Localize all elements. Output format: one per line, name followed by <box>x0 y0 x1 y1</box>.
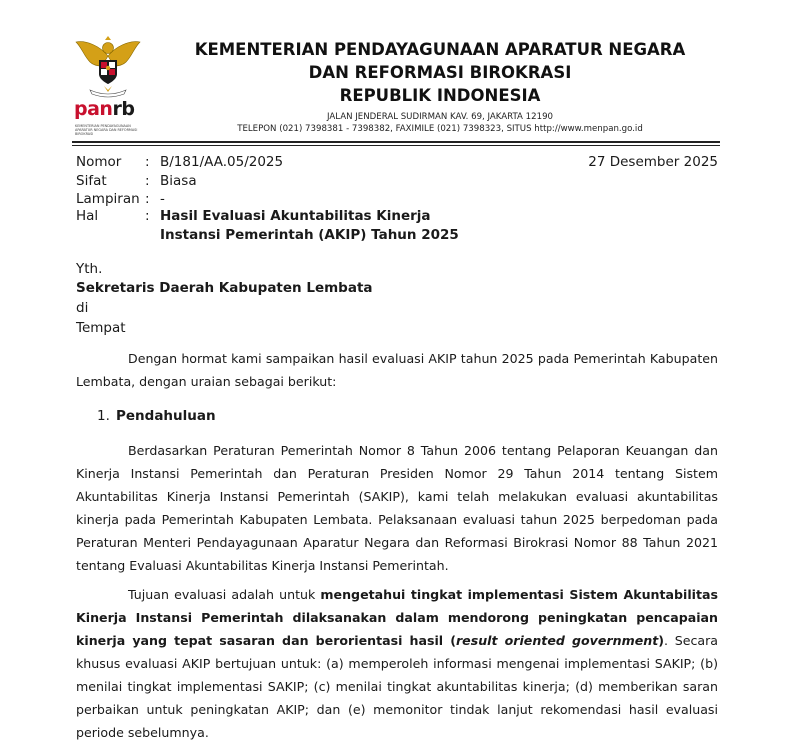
separator: : <box>145 173 150 189</box>
panrb-logo-text: panrb <box>74 98 135 120</box>
paragraph-1-line: Berdasarkan Peraturan Pemerintah Nomor 8 Tahun 2006 tentang Pelaporan Keuangan dan <box>128 443 718 458</box>
paragraph-2-line: menilai tingkat implementasi SAKIP; (c) menilai tingkat akuntabilitas kinerja; (d) memberikan saran <box>76 679 718 694</box>
bold-text: mengetahui tingkat implementasi Sistem Akuntabilitas <box>320 587 718 602</box>
paragraph-1-line: Kinerja Instansi Pemerintah dan Peraturan Presiden Nomor 29 Tahun 2014 tentang Sistem <box>76 466 718 481</box>
hal-value-line-2: Instansi Pemerintah (AKIP) Tahun 2025 <box>160 227 459 243</box>
intro-line-2: Lembata, dengan uraian sebagai berikut: <box>76 374 337 389</box>
paragraph-2-line <box>76 612 718 625</box>
hal-value-line-1: Hasil Evaluasi Akuntabilitas Kinerja <box>160 208 431 224</box>
letterhead-divider-thin <box>72 145 720 146</box>
lampiran-label: Lampiran <box>76 191 140 207</box>
ministry-name-line-1: KEMENTERIAN PENDAYAGUNAAN APARATUR NEGARA <box>194 40 686 59</box>
office-contact: TELEPON (021) 7398381 - 7398382, FAXIMILE (021) 7398323, SITUS http://www.menpan.go.id <box>237 124 643 134</box>
paragraph-1-line: Akuntabilitas Kinerja Instansi Pemerintah (SAKIP), kami telah melakukan evaluasi akuntabilitas <box>76 489 718 504</box>
plain-text: . Secara <box>664 633 718 648</box>
sifat-label: Sifat <box>76 173 107 189</box>
separator: : <box>145 154 150 170</box>
separator: : <box>145 208 150 224</box>
garuda-emblem-icon <box>72 36 144 136</box>
recipient-di: di <box>76 300 89 316</box>
paragraph-2-line <box>76 635 718 648</box>
recipient-name: Sekretaris Daerah Kabupaten Lembata <box>76 280 373 296</box>
paragraph-2-line <box>128 589 718 602</box>
bold-text: ) <box>658 633 664 648</box>
paragraph-2-line: perbaikan untuk peningkatan AKIP; dan (e) memonitor tindak lanjut rekomendasi hasil evaluasi <box>76 702 718 717</box>
nomor-value: B/181/AA.05/2025 <box>160 154 284 170</box>
paragraph-2-line: periode sebelumnya. <box>76 725 209 740</box>
section-number: 1. <box>97 408 110 424</box>
paragraph-1-line: Peraturan Menteri Pendayagunaan Aparatur Negara dan Reformasi Birokrasi Nomor 88 Tahun 2021 <box>76 535 718 550</box>
sifat-value: Biasa <box>160 173 197 189</box>
paragraph-1-line: tentang Evaluasi Akuntabilitas Kinerja Instansi Pemerintah. <box>76 558 449 573</box>
paragraph-1-line: kinerja pada Pemerintah Kabupaten Lembata. Pelaksanaan evaluasi tahun 2025 berpedoman pada <box>76 512 718 527</box>
letterhead-divider-thick <box>72 141 720 143</box>
paragraph-2-line: khusus evaluasi AKIP bertujuan untuk: (a) memperoleh informasi mengenai implementasi SAKIP; (b) <box>76 656 718 671</box>
office-address: JALAN JENDERAL SUDIRMAN KAV. 69, JAKARTA 12190 <box>326 112 553 122</box>
section-title: Pendahuluan <box>116 408 216 424</box>
bold-text: Kinerja Instansi Pemerintah dilaksanakan dalam mendorong peningkatan pencapaian <box>76 610 718 625</box>
logo-subtext: KEMENTERIAN PENDAYAGUNAAN APARATUR NEGARA DAN REFORMASI BIROKRASI <box>75 124 138 136</box>
separator: : <box>145 191 150 207</box>
hal-label: Hal <box>76 208 99 224</box>
bold-text: kinerja yang tepat sasaran dan berorientasi hasil ( <box>76 633 456 648</box>
ministry-name-line-2: DAN REFORMASI BIROKRASI <box>308 63 572 82</box>
bold-italic-text: result oriented government <box>455 633 659 648</box>
salutation: Yth. <box>76 261 103 277</box>
recipient-place: Tempat <box>76 320 126 336</box>
nomor-label: Nomor <box>76 154 122 170</box>
intro-line-1: Dengan hormat kami sampaikan hasil evaluasi AKIP tahun 2025 pada Pemerintah Kabupaten <box>128 351 718 366</box>
lampiran-value: - <box>160 191 165 207</box>
ministry-name-line-3: REPUBLIK INDONESIA <box>339 86 541 105</box>
plain-text: Tujuan evaluasi adalah untuk <box>128 587 321 602</box>
letter-date: 27 Desember 2025 <box>588 154 718 170</box>
